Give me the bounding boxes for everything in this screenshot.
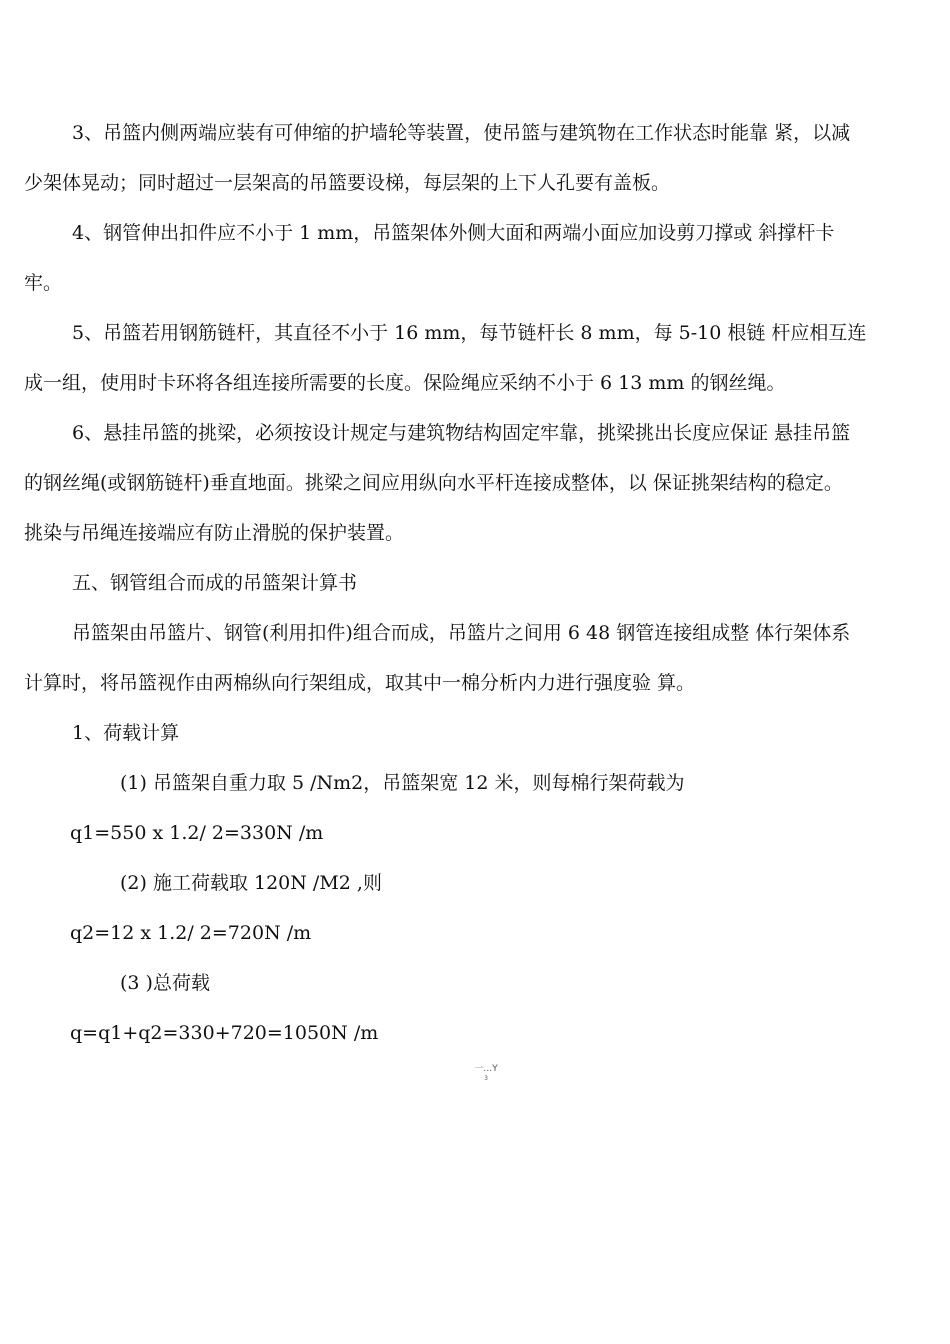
- subsection-heading: 1、荷载计算: [72, 722, 180, 744]
- text-line: 挑染与吊绳连接端应有防止滑脱的保护装置。: [24, 522, 405, 544]
- page-number: 3: [484, 1075, 488, 1082]
- text-line: 少架体晃动；同时超过一层架高的吊篮要设梯，每层架的上下人孔要有盖板。: [24, 172, 671, 194]
- formula-line: q2=12 x 1.2/ 2=720N /m: [70, 922, 312, 944]
- text-line: (2) 施工荷载取 120N /M2 ,则: [120, 872, 382, 894]
- text-line: 成一组，使用时卡环将各组连接所需要的长度。保险绳应采纳不小于 6 13 mm 的钢丝绳。: [24, 372, 786, 394]
- text-line: 5、吊篮若用钢筋链杆，其直径不小于 16 mm，每节链杆长 8 mm，每 5-10 根链 杆应相互连: [72, 322, 867, 344]
- text-line: 3、吊篮内侧两端应装有可伸缩的护墙轮等装置，使吊篮与建筑物在工作状态时能靠 紧，以减: [72, 122, 851, 144]
- text-line: 的钢丝绳(或钢筋链杆)垂直地面。挑梁之间应用纵向水平杆连接成整体，以 保证挑架结构的稳定。: [24, 472, 843, 494]
- text-line: 牢。: [24, 272, 63, 294]
- section-heading: 五、钢管组合而成的吊篮架计算书: [72, 572, 358, 594]
- text-line: 4、钢管伸出扣件应不小于 1 mm，吊篮架体外侧大面和两端小面应加设剪刀撑或 斜撑杆卡: [72, 222, 835, 244]
- page-footer: [471, 1064, 501, 1084]
- formula-line: q=q1+q2=330+720=1050N /m: [70, 1022, 379, 1044]
- text-line: (1) 吊篮架自重力取 5 /Nm2，吊篮架宽 12 米，则每棉行架荷载为: [120, 772, 685, 794]
- text-line: 计算时，将吊篮视作由两棉纵向行架组成，取其中一棉分析内力进行强度验 算。: [24, 672, 696, 694]
- footer-mark: 一…Y: [474, 1064, 498, 1074]
- text-line: 6、悬挂吊篮的挑梁，必须按设计规定与建筑物结构固定牢靠，挑梁挑出长度应保证 悬挂吊篮: [72, 422, 851, 444]
- text-line: (3 )总荷载: [120, 972, 210, 994]
- formula-line: q1=550 x 1.2/ 2=330N /m: [70, 822, 324, 844]
- text-line: 吊篮架由吊篮片、钢管(利用扣件)组合而成，吊篮片之间用 6 48 钢管连接组成整 体行架体系: [72, 622, 851, 644]
- document-body: [24, 108, 948, 1058]
